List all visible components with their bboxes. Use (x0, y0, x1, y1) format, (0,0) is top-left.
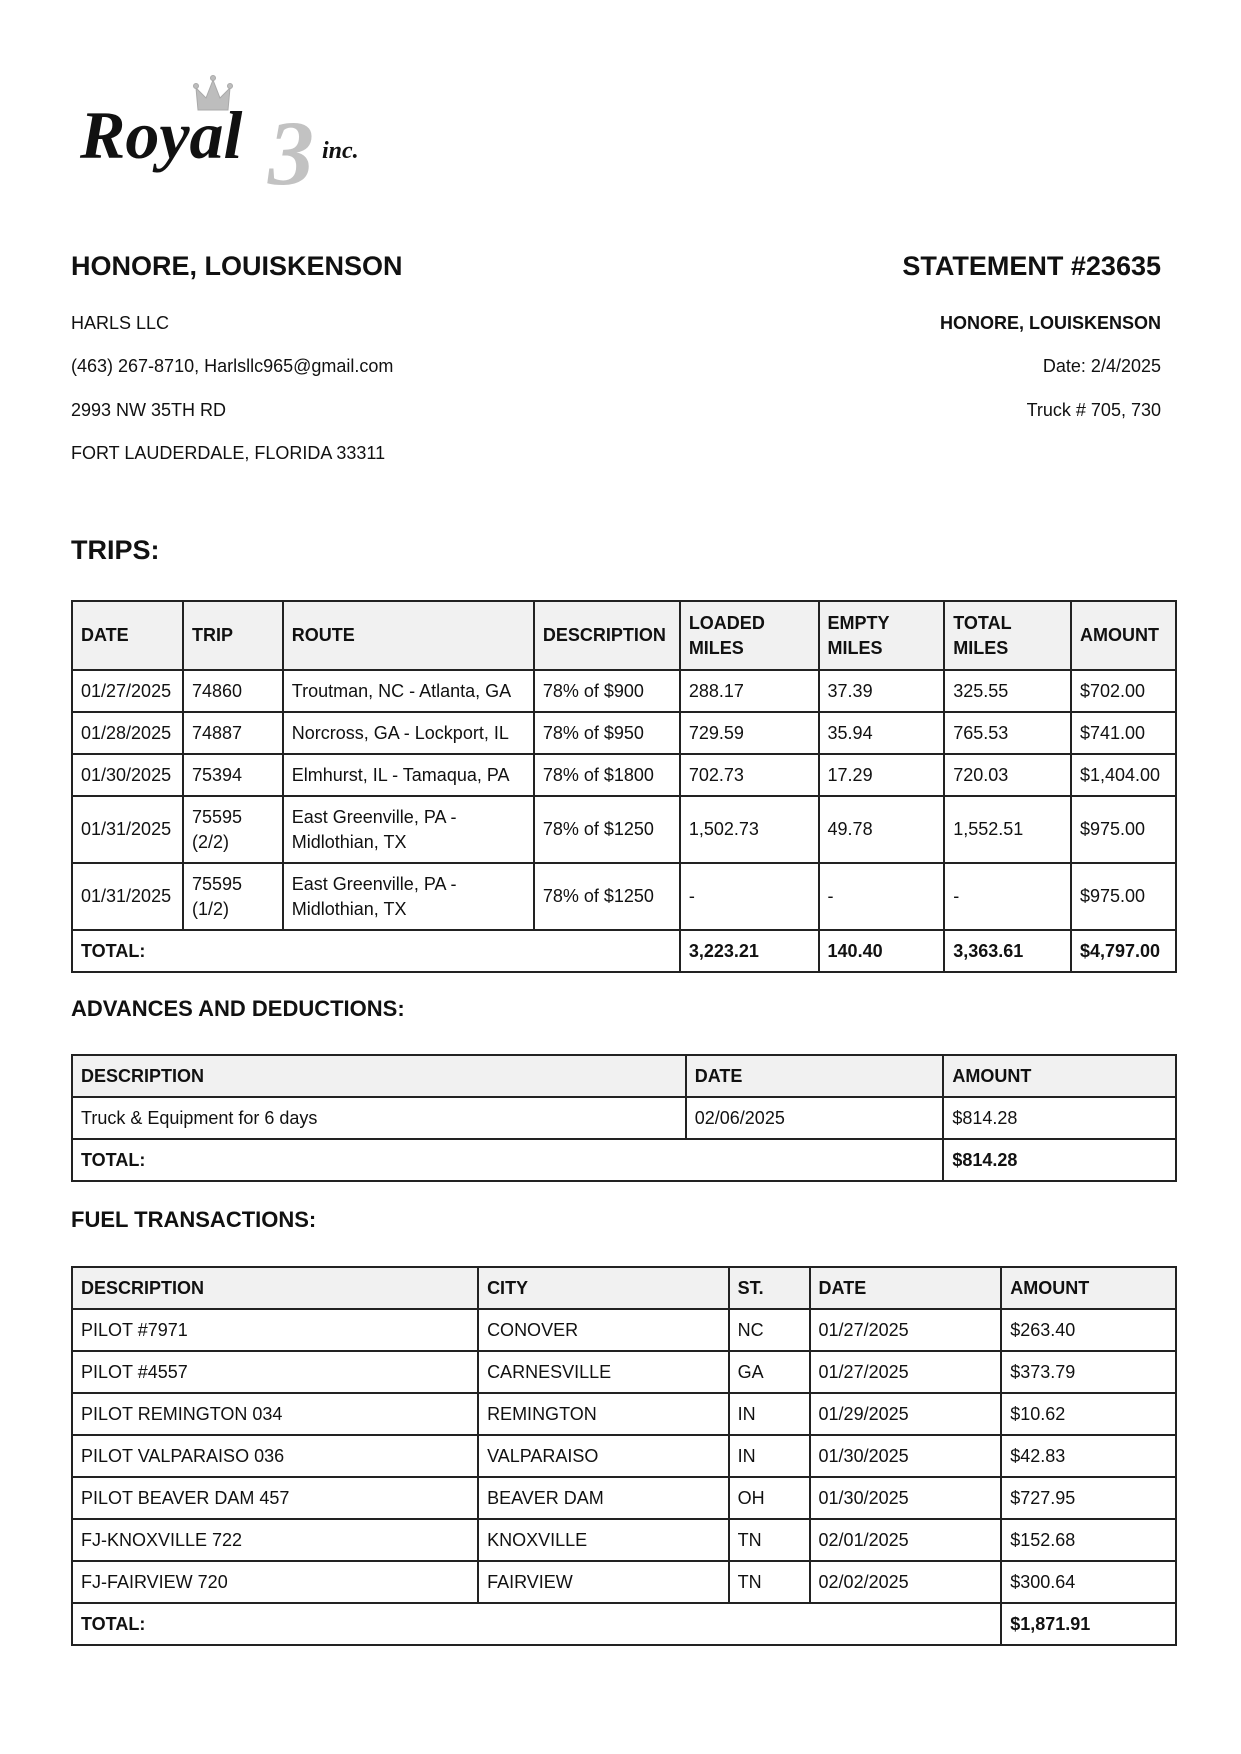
cell-date: 02/06/2025 (686, 1097, 944, 1139)
table-total-row (72, 930, 1176, 972)
cell-amount: $702.00 (1071, 670, 1176, 712)
cell-city: KNOXVILLE (478, 1519, 729, 1561)
cell-route: Norcross, GA - Lockport, IL (283, 712, 534, 754)
cell-loaded: 288.17 (680, 670, 819, 712)
col-header-route: ROUTE (283, 601, 534, 670)
cell-city: BEAVER DAM (478, 1477, 729, 1519)
cell-date: 02/01/2025 (810, 1519, 1002, 1561)
trip-part: (2/2) (191, 831, 229, 852)
cell-trip: 74860 (183, 670, 283, 712)
cell-route (283, 863, 534, 930)
cell-state: NC (729, 1309, 810, 1351)
advances-table (71, 1054, 1177, 1182)
table-row (72, 863, 1176, 930)
table-total-row (72, 1139, 1176, 1181)
cell-state: TN (729, 1561, 810, 1603)
table-row (72, 754, 1176, 796)
trip-number: 75595 (191, 873, 243, 894)
table-row (72, 1435, 1176, 1477)
trip-number: 75595 (191, 806, 243, 827)
col-header-city: CITY (478, 1267, 729, 1309)
total-label: TOTAL: (72, 930, 680, 972)
total-amount: $4,797.00 (1071, 930, 1176, 972)
table-row (72, 1393, 1176, 1435)
trip-part: (1/2) (191, 898, 229, 919)
col-header-total-miles (944, 601, 1071, 670)
cell-description: Truck & Equipment for 6 days (72, 1097, 686, 1139)
cell-date: 02/02/2025 (810, 1561, 1002, 1603)
cell-route (283, 796, 534, 863)
cell-total: 765.53 (944, 712, 1071, 754)
total-loaded: 3,223.21 (680, 930, 819, 972)
header-text: MILES (688, 637, 744, 658)
cell-date: 01/27/2025 (810, 1309, 1002, 1351)
cell-amount: $300.64 (1001, 1561, 1176, 1603)
cell-loaded: - (680, 863, 819, 930)
header-text: LOADED (688, 612, 765, 633)
cell-date: 01/30/2025 (810, 1477, 1002, 1519)
address-line-2: FORT LAUDERDALE, FLORIDA 33311 (71, 443, 386, 463)
cell-description: 78% of $1250 (534, 796, 680, 863)
statement-number: STATEMENT #23635 (902, 251, 1161, 281)
cell-date: 01/29/2025 (810, 1393, 1002, 1435)
trips-table (71, 600, 1177, 973)
cell-empty: 35.94 (819, 712, 945, 754)
cell-amount: $975.00 (1071, 863, 1176, 930)
cell-total: 1,552.51 (944, 796, 1071, 863)
col-header-amount: AMOUNT (1001, 1267, 1176, 1309)
table-header-row (72, 1055, 1176, 1097)
fuel-title: FUEL TRANSACTIONS: (71, 1207, 317, 1232)
cell-state: GA (729, 1351, 810, 1393)
trips-title: TRIPS: (71, 535, 160, 565)
table-row (72, 796, 1176, 863)
cell-date: 01/31/2025 (72, 863, 183, 930)
fuel-table (71, 1266, 1177, 1646)
cell-loaded: 702.73 (680, 754, 819, 796)
svg-text:Royal: Royal (80, 97, 243, 173)
table-header-row (72, 1267, 1176, 1309)
cell-description: 78% of $1250 (534, 863, 680, 930)
cell-description: PILOT VALPARAISO 036 (72, 1435, 478, 1477)
cell-description: 78% of $950 (534, 712, 680, 754)
cell-description: 78% of $900 (534, 670, 680, 712)
cell-amount: $975.00 (1071, 796, 1176, 863)
header-text: TOTAL (953, 612, 1012, 633)
svg-text:inc.: inc. (322, 138, 359, 164)
cell-total: 720.03 (944, 754, 1071, 796)
cell-city: CONOVER (478, 1309, 729, 1351)
cell-amount: $373.79 (1001, 1351, 1176, 1393)
cell-trip (183, 863, 283, 930)
company-name: HARLS LLC (71, 313, 170, 333)
header-text: EMPTY (827, 612, 890, 633)
table-row (72, 712, 1176, 754)
statement-driver-name: HONORE, LOUISKENSON (939, 313, 1161, 333)
table-row (72, 1351, 1176, 1393)
statement-date: Date: 2/4/2025 (1042, 356, 1161, 376)
cell-amount: $727.95 (1001, 1477, 1176, 1519)
cell-amount: $152.68 (1001, 1519, 1176, 1561)
cell-state: IN (729, 1435, 810, 1477)
cell-city: REMINGTON (478, 1393, 729, 1435)
cell-description: 78% of $1800 (534, 754, 680, 796)
col-header-empty-miles (819, 601, 945, 670)
total-miles: 3,363.61 (944, 930, 1071, 972)
col-header-description: DESCRIPTION (72, 1267, 478, 1309)
table-row (72, 1097, 1176, 1139)
cell-date: 01/27/2025 (810, 1351, 1002, 1393)
contact-info: (463) 267-8710, Harlsllc965@gmail.com (71, 356, 394, 376)
address-line-1: 2993 NW 35TH RD (71, 400, 227, 420)
cell-description: PILOT #7971 (72, 1309, 478, 1351)
cell-state: IN (729, 1393, 810, 1435)
route-destination: Midlothian, TX (291, 831, 407, 852)
route-destination: Midlothian, TX (291, 898, 407, 919)
route-origin: East Greenville, PA - (291, 806, 457, 827)
cell-trip: 75394 (183, 754, 283, 796)
cell-date: 01/30/2025 (810, 1435, 1002, 1477)
cell-amount: $741.00 (1071, 712, 1176, 754)
total-empty: 140.40 (819, 930, 945, 972)
cell-date: 01/31/2025 (72, 796, 183, 863)
cell-amount: $263.40 (1001, 1309, 1176, 1351)
total-amount: $1,871.91 (1001, 1603, 1176, 1645)
cell-description: FJ-KNOXVILLE 722 (72, 1519, 478, 1561)
cell-city: CARNESVILLE (478, 1351, 729, 1393)
table-total-row (72, 1603, 1176, 1645)
col-header-description: DESCRIPTION (534, 601, 680, 670)
table-row (72, 670, 1176, 712)
total-label: TOTAL: (72, 1603, 1001, 1645)
cell-state: OH (729, 1477, 810, 1519)
cell-date: 01/30/2025 (72, 754, 183, 796)
cell-trip (183, 796, 283, 863)
driver-name: HONORE, LOUISKENSON (71, 251, 403, 281)
total-label: TOTAL: (72, 1139, 943, 1181)
cell-date: 01/28/2025 (72, 712, 183, 754)
col-header-date: DATE (72, 601, 183, 670)
col-header-trip: TRIP (183, 601, 283, 670)
table-row (72, 1309, 1176, 1351)
table-row (72, 1519, 1176, 1561)
cell-empty: 17.29 (819, 754, 945, 796)
advances-title: ADVANCES AND DEDUCTIONS: (71, 996, 405, 1021)
cell-route: Troutman, NC - Atlanta, GA (283, 670, 534, 712)
col-header-loaded-miles (680, 601, 819, 670)
cell-loaded: 1,502.73 (680, 796, 819, 863)
route-origin: East Greenville, PA - (291, 873, 457, 894)
cell-description: FJ-FAIRVIEW 720 (72, 1561, 478, 1603)
col-header-amount: AMOUNT (943, 1055, 1176, 1097)
truck-numbers: Truck # 705, 730 (1026, 400, 1161, 420)
cell-total: - (944, 863, 1071, 930)
cell-amount: $814.28 (943, 1097, 1176, 1139)
cell-city: FAIRVIEW (478, 1561, 729, 1603)
royal-crown-logo-icon (78, 74, 388, 194)
cell-date: 01/27/2025 (72, 670, 183, 712)
table-row (72, 1561, 1176, 1603)
total-amount: $814.28 (943, 1139, 1176, 1181)
col-header-date: DATE (686, 1055, 944, 1097)
cell-total: 325.55 (944, 670, 1071, 712)
table-row (72, 1477, 1176, 1519)
cell-city: VALPARAISO (478, 1435, 729, 1477)
col-header-description: DESCRIPTION (72, 1055, 686, 1097)
col-header-amount: AMOUNT (1071, 601, 1176, 670)
cell-empty: 37.39 (819, 670, 945, 712)
company-logo (78, 74, 388, 194)
cell-state: TN (729, 1519, 810, 1561)
cell-empty: 49.78 (819, 796, 945, 863)
table-header-row (72, 601, 1176, 670)
cell-route: Elmhurst, IL - Tamaqua, PA (283, 754, 534, 796)
cell-description: PILOT #4557 (72, 1351, 478, 1393)
cell-trip: 74887 (183, 712, 283, 754)
cell-loaded: 729.59 (680, 712, 819, 754)
cell-description: PILOT BEAVER DAM 457 (72, 1477, 478, 1519)
cell-description: PILOT REMINGTON 034 (72, 1393, 478, 1435)
header-text: MILES (827, 637, 883, 658)
header-text: MILES (953, 637, 1009, 658)
col-header-state: ST. (729, 1267, 810, 1309)
svg-text:3: 3 (268, 102, 314, 194)
cell-amount: $10.62 (1001, 1393, 1176, 1435)
cell-amount: $42.83 (1001, 1435, 1176, 1477)
cell-amount: $1,404.00 (1071, 754, 1176, 796)
cell-empty: - (819, 863, 945, 930)
col-header-date: DATE (810, 1267, 1002, 1309)
